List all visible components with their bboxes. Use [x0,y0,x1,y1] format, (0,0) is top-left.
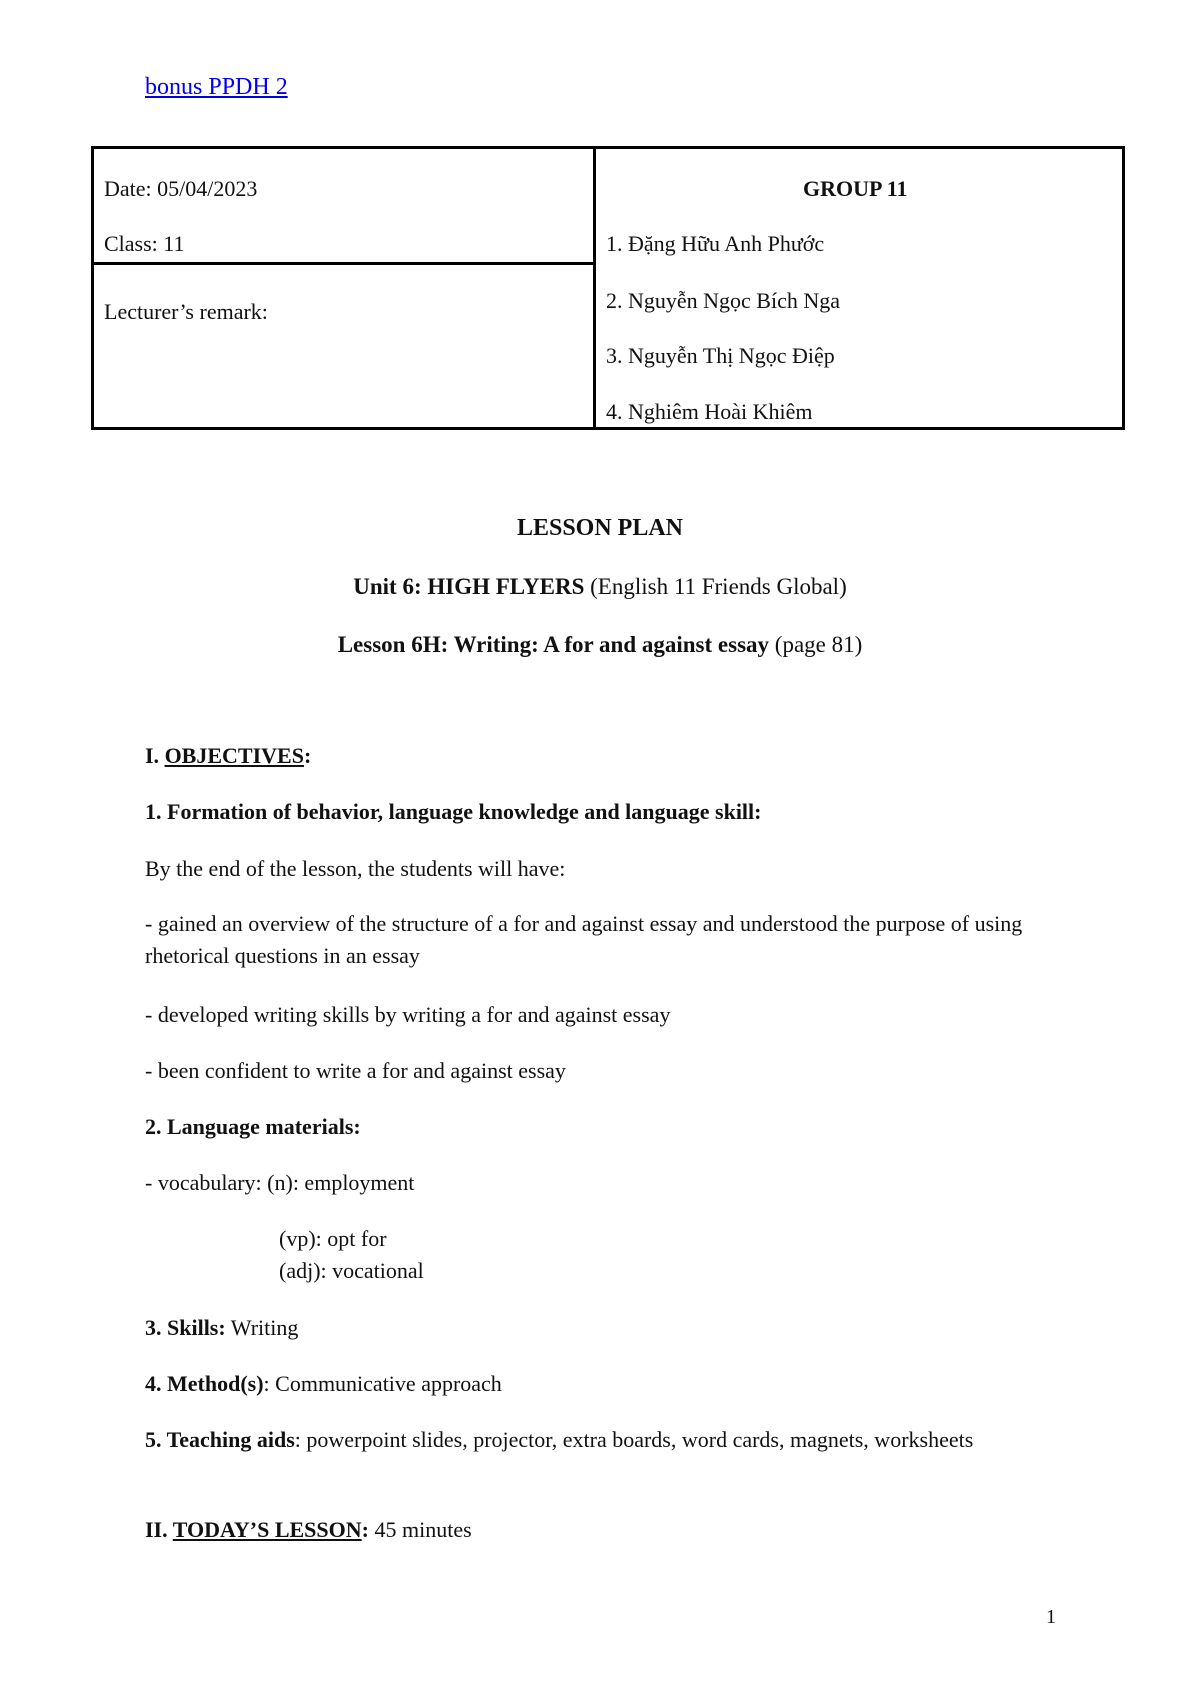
methods-value: : Communicative approach [263,1371,502,1396]
teaching-aids-label: 5. Teaching aids [145,1427,295,1452]
class-field: Class: 11 [104,231,185,256]
member-3: 3. Nguyễn Thị Ngọc Điệp [606,343,835,368]
lesson-line [0,632,1200,658]
lesson-title: Lesson 6H: Writing: A for and against essay [337,632,770,657]
teaching-aids-line [145,1424,1075,1456]
objectives-heading-text: OBJECTIVES [164,743,304,768]
skills-label: 3. Skills: [145,1315,226,1340]
language-materials-heading: 2. Language materials: [145,1114,361,1139]
objectives-prefix: I. [145,743,165,768]
methods-line [145,1371,502,1397]
lecturer-remark-label: Lecturer’s remark: [104,299,268,324]
member-1: 1. Đặng Hữu Anh Phước [606,231,825,256]
todays-lesson-colon: : [361,1517,369,1542]
formation-intro: By the end of the lesson, the students will have: [145,856,566,881]
methods-label: 4. Method(s) [145,1371,264,1396]
table-divider-vertical [593,149,596,427]
info-table [91,146,1125,430]
todays-lesson-heading: TODAY’S LESSON [172,1517,362,1542]
member-2: 2. Nguyễn Ngọc Bích Nga [606,288,841,313]
vocabulary-vp: (vp): opt for [279,1226,387,1251]
formation-bullet-3: - been confident to write a for and against essay [145,1058,566,1083]
objectives-heading [145,743,311,769]
table-divider-horizontal [94,262,596,265]
page-number: 1 [1046,1606,1056,1628]
vocabulary-line: - vocabulary: (n): employment [145,1170,415,1195]
todays-lesson-duration: 45 minutes [368,1517,472,1542]
skills-value: Writing [225,1315,299,1340]
group-title: GROUP 11 [803,176,908,201]
objectives-suffix: : [303,743,312,768]
unit-title: Unit 6: HIGH FLYERS [353,574,585,599]
unit-line [0,574,1200,600]
bonus-link[interactable]: bonus PPDH 2 [145,74,288,100]
unit-book: (English 11 Friends Global) [584,574,847,599]
member-4: 4. Nghiêm Hoài Khiêm [606,399,813,424]
page-title: LESSON PLAN [516,515,684,541]
date-field: Date: 05/04/2023 [104,176,258,201]
todays-lesson-line [145,1517,472,1543]
formation-heading: 1. Formation of behavior, language knowledge and language skill: [145,799,762,824]
formation-bullet-1: - gained an overview of the structure of a for and against essay and understood the purpose of using rhetorical questions in an essay [145,911,1023,968]
teaching-aids-value: : powerpoint slides, projector, extra boards, word cards, magnets, worksheets [294,1427,974,1452]
skills-line [145,1315,298,1341]
vocabulary-adj: (adj): vocational [279,1258,424,1283]
lesson-page: (page 81) [769,632,863,657]
todays-lesson-prefix: II. [145,1517,173,1542]
formation-bullet-2: - developed writing skills by writing a for and against essay [145,1002,671,1027]
